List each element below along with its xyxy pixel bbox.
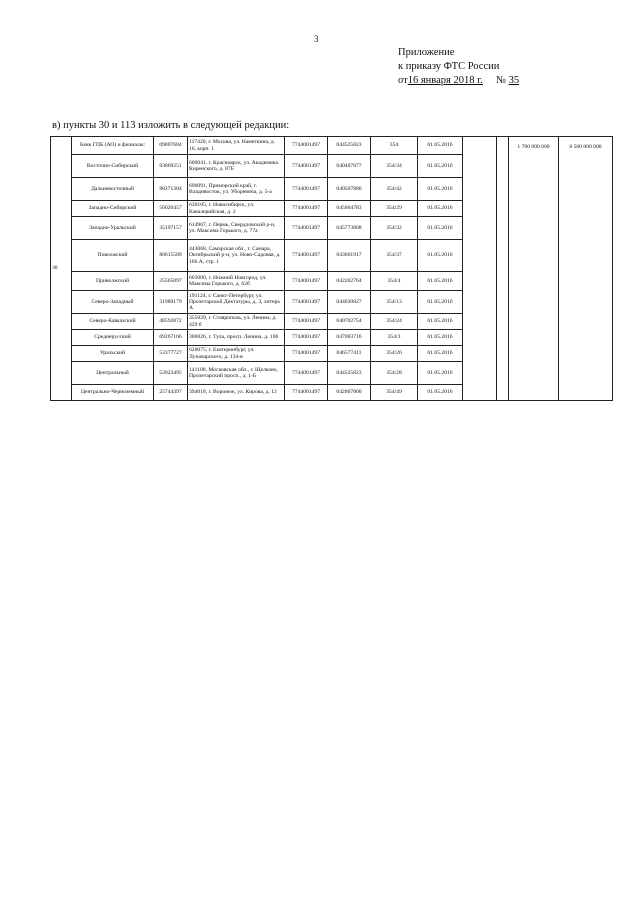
okpo-code-cell: 93869251 (154, 155, 188, 178)
inn-cell: 7744001497 (285, 385, 328, 401)
inn-cell: 7744001497 (285, 346, 328, 362)
reg-number-cell: 354/3 (371, 330, 418, 346)
date-cell: 01.05.2016 (418, 346, 463, 362)
document-header (398, 46, 519, 88)
address-cell: 603000, г. Нижний Новгород, ул. Максима Горького, д. 62б (188, 272, 285, 291)
date-cell: 01.05.2016 (418, 201, 463, 217)
date-cell: 01.05.2016 (418, 362, 463, 385)
bank-name-cell: Западно-Сибирский (72, 201, 154, 217)
okpo-code-cell: 53377727 (154, 346, 188, 362)
address-cell: 117420, г. Москва, ул. Наметкина, д. 16, корп. 1 (188, 137, 285, 155)
bank-name-cell: Западно-Уральский (72, 217, 154, 240)
reg-number-cell: 354/42 (371, 178, 418, 201)
reg-number-cell: 354/37 (371, 240, 418, 272)
intro-text: в) пункты 30 и 113 изложить в следующей редакции: (52, 120, 290, 131)
table-row (51, 137, 613, 155)
bik-cell: 047003716 (328, 330, 371, 346)
empty-cell (497, 137, 509, 401)
bik-cell: 040507886 (328, 178, 371, 201)
reg-number-cell: 354/26 (371, 346, 418, 362)
item-number-cell: 30 (51, 137, 72, 401)
bank-name-cell: Банк ГПБ (АО) и филиалы: (72, 137, 154, 155)
header-order-ref: к приказу ФТС России (398, 61, 500, 72)
okpo-code-cell: 53923495 (154, 362, 188, 385)
bik-cell: 040407877 (328, 155, 371, 178)
address-cell: 620075, г. Екатеринбург, ул. Луначарского, д. 134-в (188, 346, 285, 362)
header-number: 35 (508, 75, 520, 86)
bank-name-cell: Дальневосточный (72, 178, 154, 201)
okpo-code-cell: 25565097 (154, 272, 188, 291)
bik-cell: 040702754 (328, 314, 371, 330)
date-cell: 01.05.2016 (418, 178, 463, 201)
bik-cell: 045004783 (328, 201, 371, 217)
okpo-code-cell: 35197157 (154, 217, 188, 240)
date-cell: 01.05.2016 (418, 272, 463, 291)
okpo-code-cell: 48592872 (154, 314, 188, 330)
address-cell: 630105, г. Новосибирск, ул. Кавалерийская, д. 2 (188, 201, 285, 217)
address-cell: 300026, г. Тула, просп. Ленина, д. 106 (188, 330, 285, 346)
bik-cell: 046577411 (328, 346, 371, 362)
inn-cell: 7744001497 (285, 291, 328, 314)
date-cell: 01.05.2016 (418, 330, 463, 346)
date-cell: 01.05.2016 (418, 137, 463, 155)
inn-cell: 7744001497 (285, 201, 328, 217)
bik-cell: 044030827 (328, 291, 371, 314)
bank-name-cell: Центральный (72, 362, 154, 385)
bik-cell: 042007800 (328, 385, 371, 401)
date-cell: 01.05.2016 (418, 314, 463, 330)
okpo-code-cell: 09807684 (154, 137, 188, 155)
bik-cell: 042202764 (328, 272, 371, 291)
reg-number-cell: 354/29 (371, 201, 418, 217)
bik-cell: 044525823 (328, 362, 371, 385)
okpo-code-cell: 09267166 (154, 330, 188, 346)
okpo-code-cell: 80615589 (154, 240, 188, 272)
data-table (50, 136, 613, 401)
bank-name-cell: Поволжский (72, 240, 154, 272)
bank-name-cell: Среднерусский (72, 330, 154, 346)
okpo-code-cell: 31980179 (154, 291, 188, 314)
inn-cell: 7744001497 (285, 362, 328, 385)
bank-name-cell: Приволжский (72, 272, 154, 291)
bik-cell: 043601917 (328, 240, 371, 272)
address-cell: 660041, г. Красноярск, ул. Академика Киренского, д. 87Б (188, 155, 285, 178)
bank-name-cell: Уральский (72, 346, 154, 362)
date-cell: 01.05.2016 (418, 155, 463, 178)
inn-cell: 7744001497 (285, 330, 328, 346)
bik-cell: 045773808 (328, 217, 371, 240)
bank-name-cell: Северо-Западный (72, 291, 154, 314)
inn-cell: 7744001497 (285, 240, 328, 272)
okpo-code-cell: 88271304 (154, 178, 188, 201)
inn-cell: 7744001497 (285, 217, 328, 240)
inn-cell: 7744001497 (285, 178, 328, 201)
date-cell: 01.05.2016 (418, 385, 463, 401)
reg-number-cell: 354 (371, 137, 418, 155)
bank-name-cell: Центрально-Черноземный (72, 385, 154, 401)
okpo-code-cell: 56020457 (154, 201, 188, 217)
reg-number-cell: 354/28 (371, 362, 418, 385)
date-cell: 01.05.2016 (418, 291, 463, 314)
date-cell: 01.05.2016 (418, 240, 463, 272)
address-cell: 191124, г. Санкт-Петербург, ул. Пролетарской Диктатуры, д. 3, литера А (188, 291, 285, 314)
reg-number-cell: 354/24 (371, 314, 418, 330)
address-cell: 690091, Приморский край, г. Владивосток, ул. Уборевича, д. 5-а (188, 178, 285, 201)
header-num-prefix: № (495, 75, 506, 86)
inn-cell: 7744001497 (285, 314, 328, 330)
address-cell: 141100, Московская обл., г. Щелково, Пролетарский просп., д. 1-Б (188, 362, 285, 385)
address-cell: 443068, Самарская обл., г. Самара, Октябрьский р-н, ул. Ново-Садовая, д. 106 А, стр. 1 (188, 240, 285, 272)
date-cell: 01.05.2016 (418, 217, 463, 240)
sum2-cell: 8 500 000 000 (559, 137, 613, 401)
header-date: 16 января 2018 г. (407, 75, 483, 86)
header-appendix: Приложение (398, 47, 455, 58)
inn-cell: 7744001497 (285, 155, 328, 178)
reg-number-cell: 354/32 (371, 217, 418, 240)
reg-number-cell: 354/34 (371, 155, 418, 178)
bank-name-cell: Восточно-Сибирский (72, 155, 154, 178)
inn-cell: 7744001497 (285, 137, 328, 155)
header-date-number (398, 74, 519, 88)
reg-number-cell: 354/4 (371, 272, 418, 291)
bank-name-cell: Северо-Кавказский (72, 314, 154, 330)
reg-number-cell: 354/13 (371, 291, 418, 314)
bik-cell: 044525823 (328, 137, 371, 155)
empty-cell (463, 137, 497, 401)
address-cell: 355029, г. Ставрополь, ул. Ленина, д. 429 б (188, 314, 285, 330)
sum1-cell: 1 700 000 000 (509, 137, 559, 401)
page-number: 3 (314, 34, 319, 44)
header-date-prefix: от (398, 75, 408, 86)
address-cell: 394018, г. Воронеж, ул. Кирова, д. 12 (188, 385, 285, 401)
reg-number-cell: 354/49 (371, 385, 418, 401)
address-cell: 614907, г. Пермь, Свердловский р-н, ул. Максима Горького, д. 77а (188, 217, 285, 240)
inn-cell: 7744001497 (285, 272, 328, 291)
okpo-code-cell: 25744397 (154, 385, 188, 401)
